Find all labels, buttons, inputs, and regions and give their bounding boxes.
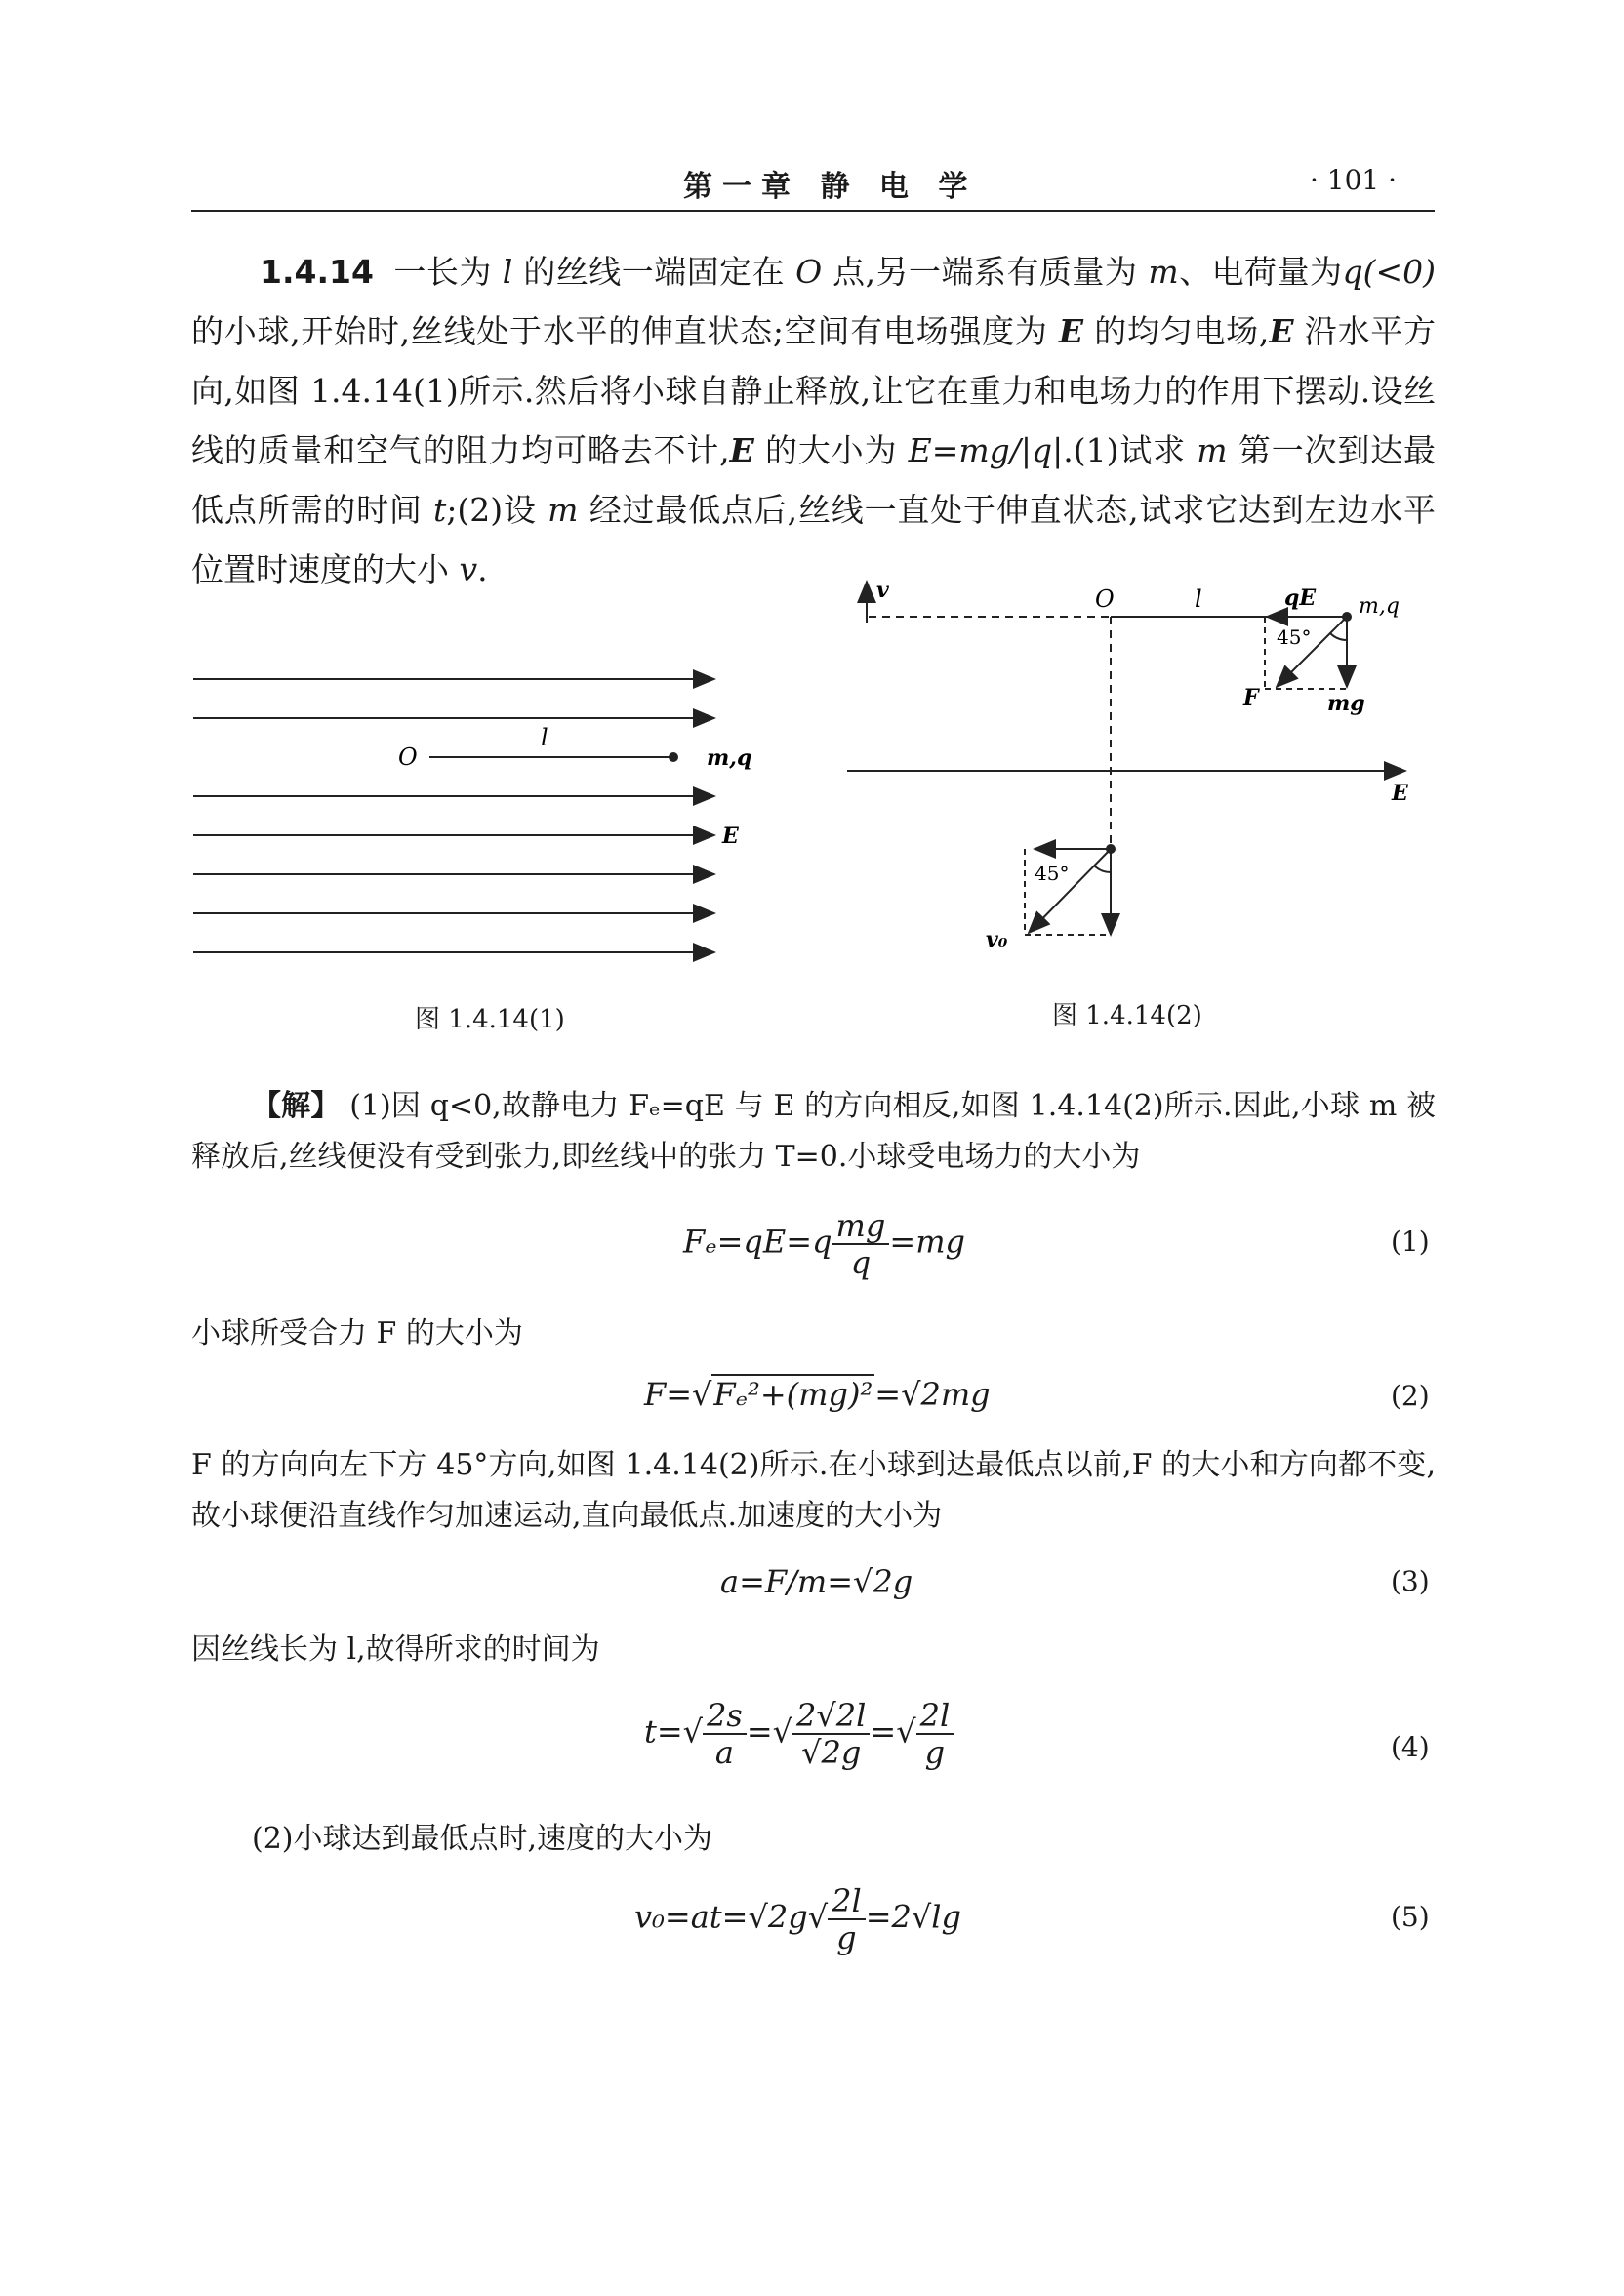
eq1-denominator: q xyxy=(850,1244,872,1281)
eq4-f2-numerator: 2√2l xyxy=(792,1698,870,1735)
solution-paragraph-2: 小球所受合力 F 的大小为 xyxy=(191,1316,523,1350)
var-E: E xyxy=(1269,312,1294,350)
figure-2-caption: 图 1.4.14(2) xyxy=(1052,1001,1202,1030)
label-E: E xyxy=(1392,781,1408,806)
eq5-fraction xyxy=(828,1883,866,1955)
solution-text: (1)因 q<0,故静电力 Fₑ=qE 与 E 的方向相反,如图 1.4.14(2)所示.因此,小球 m 被释放后,丝线便没有受到张力,即丝线中的张力 T=0.小球受电场力的大小为 xyxy=(191,1089,1436,1174)
problem-text: 的小球,开始时,丝线处于水平的伸直状态;空间有电场强度为 xyxy=(191,312,1048,350)
problem-number: 1.4.14 xyxy=(260,253,374,291)
label-qE: qE xyxy=(1284,585,1317,611)
label-F: F xyxy=(1243,685,1259,710)
problem-text: 的均匀电场, xyxy=(1094,312,1270,350)
equation-2: F=√Fₑ²+(mg)²=√2mg xyxy=(644,1376,991,1413)
label-45-top: 45° xyxy=(1277,625,1312,649)
solution-label: 【解】 xyxy=(252,1089,341,1123)
running-header-title: 第一章 静 电 学 xyxy=(683,170,978,204)
solution-text: (2)小球达到最低点时,速度的大小为 xyxy=(252,1822,713,1856)
eq2-rhs: =√2mg xyxy=(874,1376,991,1413)
problem-text: 经过最低点后,丝线一直处于伸直状态,试求它达到左边水平位置时速度的大小 xyxy=(191,491,1436,588)
label-mq: m,q xyxy=(1359,594,1400,619)
var-O: O xyxy=(795,253,823,291)
eq1-fraction xyxy=(832,1208,890,1280)
equation-4 xyxy=(644,1698,954,1770)
label-v0: v₀ xyxy=(986,927,1008,952)
figure-2-force-diagram xyxy=(839,576,1425,966)
angle-arc-bottom xyxy=(1094,866,1111,872)
eq4-fraction-2 xyxy=(792,1698,870,1770)
eq4-equals: =√ xyxy=(870,1712,916,1751)
eq4-f1-numerator: 2s xyxy=(703,1698,747,1735)
var-m: m xyxy=(548,491,579,529)
problem-text: 的大小为 xyxy=(765,431,898,469)
problem-text: .(1)试求 xyxy=(1063,431,1186,469)
eq1-tail: =mg xyxy=(889,1223,966,1261)
equation-number-5: (5) xyxy=(1391,1901,1430,1933)
problem-statement xyxy=(191,242,1436,599)
eq1-lhs: Fₑ=qE=q xyxy=(683,1223,832,1261)
eq4-fraction-3 xyxy=(916,1698,954,1770)
problem-text: 、电荷量为 xyxy=(1178,253,1343,291)
equation-number-4: (4) xyxy=(1391,1731,1430,1763)
eq1-numerator: mg xyxy=(832,1208,890,1245)
ball-dot xyxy=(669,752,678,762)
figure-1-field-diagram xyxy=(185,654,810,976)
eq5-rhs: =2√lg xyxy=(865,1898,961,1936)
problem-text: 沿水平方向,如图 1.4.14(1)所示.然后将小球自静止释放,让它在重力和电场力的作用下摆动.设丝线的质量和空气的阻力均可略去不计, xyxy=(191,312,1436,469)
equation-5 xyxy=(634,1883,961,1955)
header-rule xyxy=(191,210,1435,212)
solution-paragraph-3: F 的方向向左下方 45°方向,如图 1.4.14(2)所示.在小球到达最低点以前,F 的大小和方向都不变,故小球便沿直线作匀加速运动,直向最低点.加速度的大小为 xyxy=(191,1448,1436,1533)
eq4-f3-denominator: g xyxy=(924,1734,946,1771)
eq5-numerator: 2l xyxy=(828,1883,866,1920)
eq4-f3-numerator: 2l xyxy=(916,1698,954,1735)
label-45-bottom: 45° xyxy=(1035,862,1070,885)
label-mg: mg xyxy=(1327,691,1365,716)
var-v: v xyxy=(459,550,478,588)
equation-3: a=F/m=√2g xyxy=(720,1563,914,1600)
eq2-lhs: F= xyxy=(644,1376,693,1413)
var-m: m xyxy=(1148,253,1179,291)
label-O: O xyxy=(1095,585,1115,613)
solution-paragraph-1 xyxy=(191,1081,1436,1183)
var-t: t xyxy=(433,491,447,529)
var-E-eq: E=mg/|q| xyxy=(908,431,1064,469)
var-E: E xyxy=(729,431,754,469)
figure-1-caption: 图 1.4.14(1) xyxy=(415,1005,565,1034)
var-l: l xyxy=(502,253,513,291)
problem-text: 的丝线一端固定在 xyxy=(523,253,786,291)
problem-text: 第一次到达最低点所需的时间 xyxy=(191,431,1436,529)
eq4-equals: =√ xyxy=(746,1712,793,1751)
ball-dot-top xyxy=(1342,612,1352,622)
eq4-fraction-1 xyxy=(703,1698,747,1770)
label-l: l xyxy=(541,724,548,751)
problem-text: 一长为 xyxy=(392,253,492,291)
label-mq: m,q xyxy=(707,745,752,771)
solution-paragraph-4: 因丝线长为 l,故得所求的时间为 xyxy=(191,1632,600,1667)
equation-number-1: (1) xyxy=(1391,1226,1430,1258)
eq2-radicand: Fₑ²+(mg)² xyxy=(713,1376,873,1413)
var-q-cond: q(<0) xyxy=(1342,253,1436,291)
eq4-lhs: t=√ xyxy=(644,1712,704,1751)
equation-number-2: (2) xyxy=(1391,1380,1430,1412)
label-v: v xyxy=(876,578,889,603)
problem-text: 点,另一端系有质量为 xyxy=(832,253,1138,291)
var-E: E xyxy=(1058,312,1084,350)
equation-number-3: (3) xyxy=(1391,1565,1430,1597)
eq5-denominator: g xyxy=(836,1919,857,1956)
ball-dot-bottom xyxy=(1106,844,1116,854)
field-lines xyxy=(193,679,714,952)
var-m: m xyxy=(1197,431,1228,469)
label-l: l xyxy=(1195,585,1202,613)
angle-arc-top xyxy=(1330,633,1347,640)
eq4-f1-denominator: a xyxy=(714,1734,734,1771)
label-E: E xyxy=(722,824,739,849)
eq5-lhs: v₀=at=√2g√ xyxy=(634,1898,829,1936)
eq4-f2-denominator: √2g xyxy=(801,1734,862,1771)
label-O: O xyxy=(398,744,418,771)
page-number: · 101 · xyxy=(1310,164,1398,196)
problem-text: . xyxy=(477,550,488,588)
solution-paragraph-5 xyxy=(191,1809,1436,1869)
problem-text: ;(2)设 xyxy=(446,491,537,529)
equation-1 xyxy=(683,1208,965,1280)
